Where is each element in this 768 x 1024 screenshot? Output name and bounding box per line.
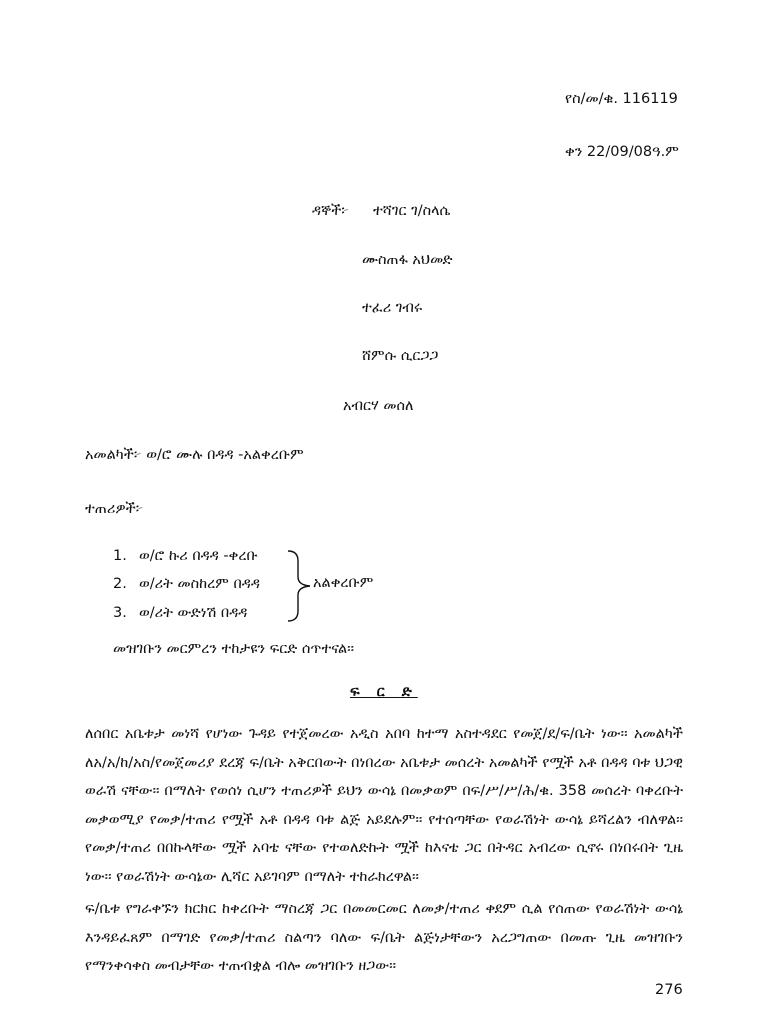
applicant-line: አመልካች፦ ወ/ሮ ሙሉ በዳዳ -አልቀረቡም	[85, 447, 304, 463]
curly-brace-icon	[286, 549, 316, 623]
document-date: ቀን 22/09/08ዓ.ም	[565, 144, 679, 160]
list-number: 3.	[113, 605, 127, 621]
judge-name: አብርሃ መሰለ	[343, 398, 414, 414]
respondent-name: ወ/ሮ ኩሪ በዳዳ -ቀረቡ	[139, 548, 258, 564]
page-number: 276	[655, 982, 683, 998]
respondents-label: ተጠሪዎች፦	[85, 501, 144, 517]
list-number: 2.	[113, 576, 127, 592]
list-number: 1.	[113, 548, 127, 564]
respondent-name: ወ/ሪት መስከረም በዳዳ	[139, 576, 260, 592]
judges-label: ዳኞች፦	[312, 203, 350, 219]
respondents-status: አልቀረቡም	[313, 575, 374, 591]
respondent-item	[113, 576, 260, 592]
respondent-item	[113, 605, 247, 621]
judge-name: ተፈሪ ገብሩ	[362, 300, 423, 316]
reference-number: የስ/መ/ቁ. 116119	[565, 91, 678, 107]
body-paragraph: ለሰበር አቤቱታ መነሻ የሆነው ጉዳይ የተጀመረው አዲስ አበባ ከተማ አስተዳደር የመጀ/ደ/ፍ/ቤት ነው፡፡ አመልካች ለአ/አ/ከ/አስ/የመጀመሪያ ደረጃ ፍ/ቤት አቅርበውት በነበረው አቤቱታ መሰረት አመልካች የሟች አቶ በዳዳ ባቱ ህጋዊ ወራሽ ናቸው፡፡ በማለት የወሰነ ሲሆን ተጠሪዎች ይህን ውሳኔ በመቃወም በፍ/ሥ/ሥ/ሕ/ቁ. 358 መሰረት ባቀረቡት መቃወሚያ የመቃ/ተጠሪ የሟች አቶ በዳዳ ባቱ ልጅ አይደሉም፡፡ የተሰጣቸው የወራሽነት ውሳኔ ይሻረልን ብለዋል፡፡ የመቃ/ተጠሪ በበኩላቸው ሟች አባቴ ናቸው የተወለድኩት ሟች ከእናቴ ጋር በትዳር አብረው ሲኖሩ በነበሩበት ጊዜ ነው፡፡ የወራሽነት ውሳኔው ሊሻር አይገባም በማለት ተከራክረዋል፡፡	[85, 726, 683, 885]
judge-name: ተሻገር ገ/ስላሴ	[373, 203, 451, 219]
section-heading: ፍ ር ድ	[350, 684, 418, 700]
judge-name: ሙስጠፋ አህመድ	[362, 252, 453, 268]
intro-sentence: መዝገቡን መርምረን ተከታዩን ፍርድ ሰጥተናል፡፡	[113, 641, 354, 657]
body-paragraph: ፍ/ቤቱ የግራቀኙን ክርክር ከቀረቡት ማስረጃ ጋር በመመርመር ለመቃ/ተጠሪ ቀደም ሲል የሰጠው የወራሽነት ውሳኔ እንዳይፈጸም በማገድ የመቃ/ተጠሪ ስልጣን ባለው ፍ/ቤት ልጅነታቸውን አረጋግጠው በመጡ ጊዜ መዝገቡን የማንቀሳቀስ መብታቸው ተጠብቋል ብሎ መዝገቡን ዘጋው፡፡	[85, 901, 683, 974]
respondent-name: ወ/ሪት ውድነሽ በዳዳ	[139, 605, 248, 621]
judge-name: ሸምሱ ሲርጋጋ	[362, 348, 439, 364]
respondent-item	[113, 548, 258, 564]
